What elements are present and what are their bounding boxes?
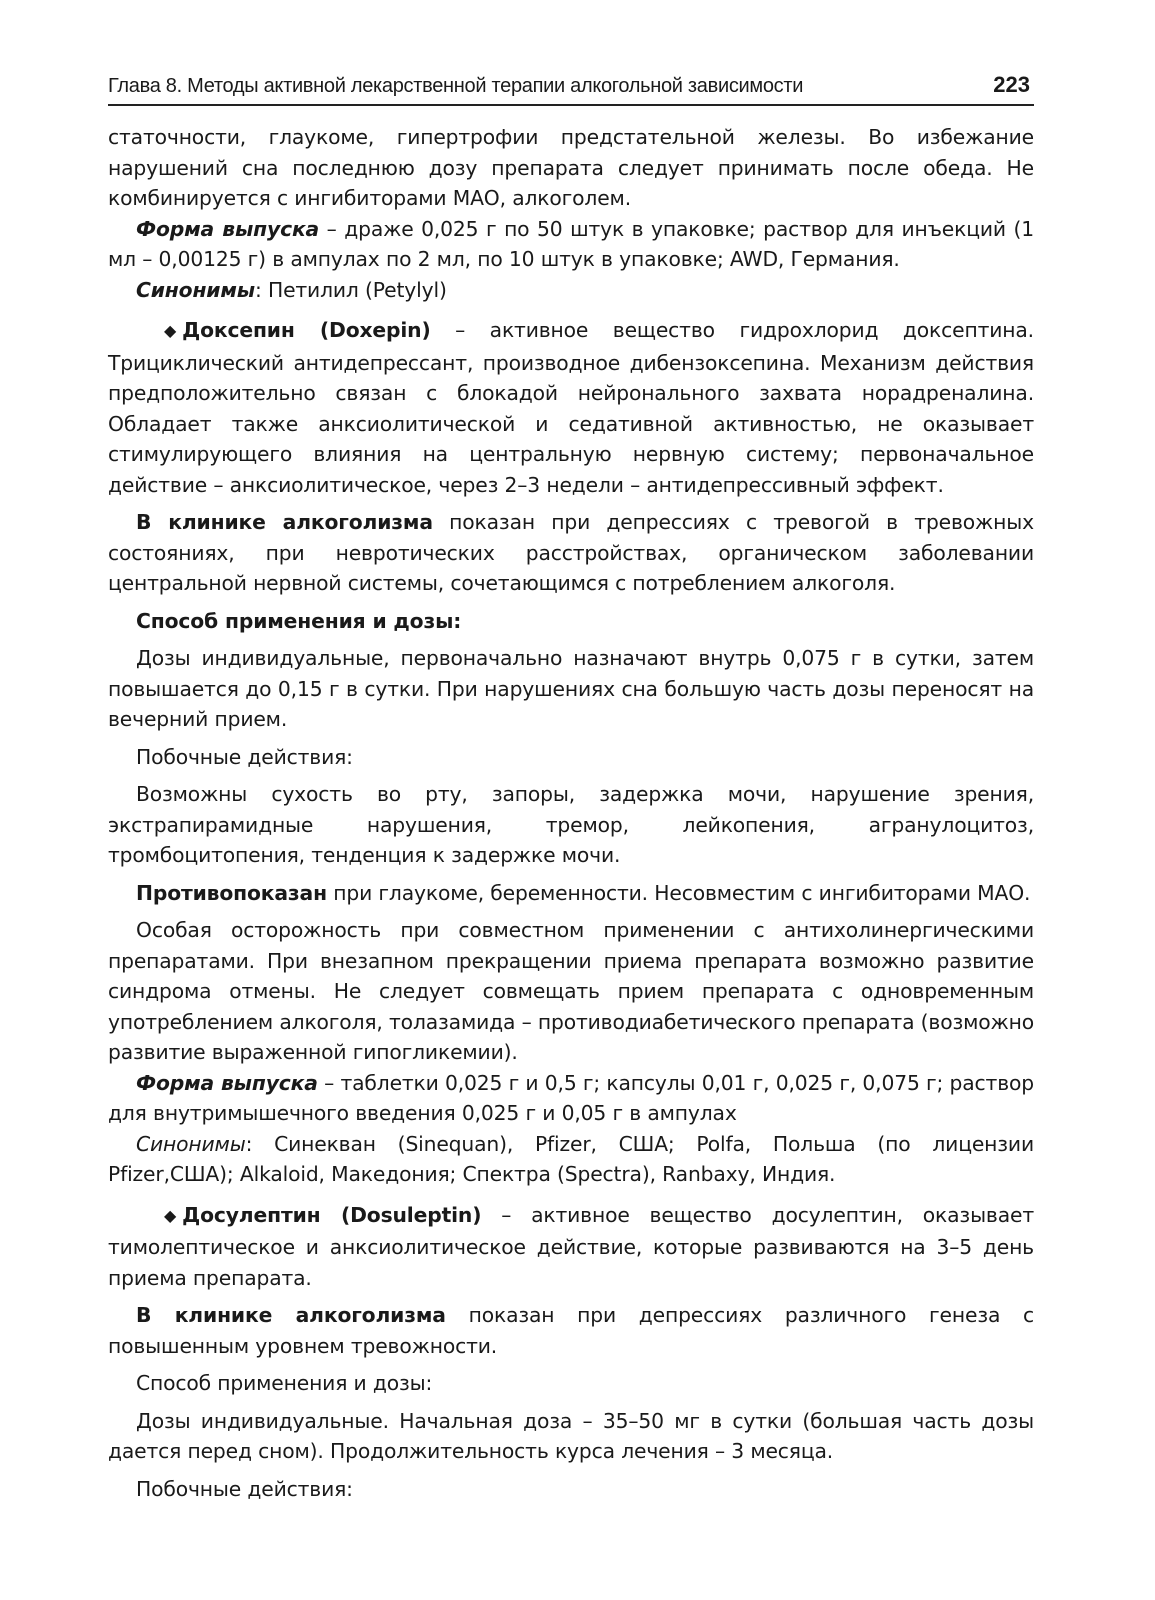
paragraph-side-effects: [108, 779, 1034, 871]
paragraph-dosage: [108, 1406, 1034, 1467]
paragraph-doxepin: [108, 315, 1034, 500]
clinical-use-label: В клинике алкоголизма: [136, 1303, 446, 1327]
paragraph-release-form: [108, 214, 1034, 275]
paragraph-dosage: [108, 643, 1034, 735]
paragraph-text: показан при депрессиях различного генеза с повышенным уровнем тревожности.: [108, 1303, 1034, 1358]
paragraph-release-form: [108, 1068, 1034, 1129]
clinical-use-label: В клинике алкоголизма: [136, 510, 433, 534]
paragraph-clinical-use: [108, 1300, 1034, 1361]
side-effects-heading: Побочные действия:: [136, 1476, 353, 1501]
chapter-title: Глава 8. Методы активной лекарственной терапии алкогольной зависимости: [108, 75, 804, 97]
paragraph-synonyms: [108, 1129, 1034, 1190]
paragraph-text: : Петилил (Petylyl): [254, 277, 447, 302]
paragraph-continuation: [108, 122, 1034, 214]
diamond-bullet-icon: ◆: [164, 321, 177, 340]
paragraph-text: показан при депрессиях с тревогой в тревожных состояниях, при невротических расстройствах, органическом заболевании центральной нервной системы, сочетающимся с потреблением алкоголя.: [108, 510, 1034, 595]
synonyms-label: Синонимы: [136, 277, 255, 302]
drug-name-dosulepin: Досулептин (Dosuleptin): [182, 1202, 482, 1227]
drug-name-doxepin: Доксепин (Doxepin): [182, 318, 431, 342]
paragraph-side-effects-heading: [108, 1474, 1034, 1505]
paragraph-text: – таблетки 0,025 г и 0,5 г; капсулы 0,01 г, 0,025 г, 0,075 г; раствор для внутримышечного введения 0,025 г и 0,05 г в ампулах: [108, 1070, 1034, 1125]
release-form-label: Форма выпуска: [136, 1070, 318, 1095]
paragraph-text: Возможны сухость во рту, запоры, задержка мочи, нарушение зрения, экстрапирамидные нарушения, тремор, лейкопения, агранулоцитоз, тромбоцитопения, тенденция к задержке мочи.: [108, 782, 1034, 867]
paragraph-text: статочности, глаукоме, гипертрофии предстательной железы. Во избежание нарушений сна последнюю дозу препарата следует принимать после обеда. Не комбинируется с ингибиторами МАО, алкоголем.: [108, 125, 1034, 210]
paragraph-text: при глаукоме, беременности. Несовместим с ингибиторами МАО.: [326, 880, 1031, 905]
book-page: [108, 62, 1034, 1504]
synonyms-label: Синонимы: [136, 1131, 246, 1156]
page-number: 223: [993, 72, 1030, 97]
paragraph-text: Особая осторожность при совместном применении с антихолинергическими препаратами. При внезапном прекращении приема препарата возможно развитие синдрома отмены. Не следует совмещать прием препарата с одновременным употреблением алкоголя, толазамида – противодиабетического препарата (возможно развитие выраженной гипогликемии).: [108, 918, 1035, 1064]
dosage-heading: Способ применения и дозы:: [136, 1371, 433, 1395]
paragraph-text: – активное вещество гидрохлорид доксептина. Трициклический антидепрессант, производное дибензоксепина. Механизм действия предположительно связан с блокадой нейронального захвата норадреналина. Обладает также анксиолитической и седативной активностью, не оказывает стимулирующего влияния на центральную нервную систему; первоначальное действие – анксиолитическое, через 2–3 недели – антидепрессивный эффект.: [108, 318, 1034, 497]
side-effects-heading: Побочные действия:: [136, 744, 353, 769]
paragraph-side-effects-heading: [108, 742, 1034, 773]
paragraph-dosulepin: [108, 1200, 1034, 1294]
page-body: [108, 122, 1034, 1504]
paragraph-caution: [108, 915, 1034, 1068]
paragraph-clinical-use: [108, 507, 1034, 599]
paragraph-text: Дозы индивидуальные. Начальная доза – 35–50 мг в сутки (большая часть дозы дается перед сном). Продолжительность курса лечения – 3 месяца.: [108, 1408, 1034, 1463]
dosage-heading: Способ применения и дозы:: [136, 608, 462, 633]
running-header: [108, 62, 1034, 106]
diamond-bullet-icon: ◆: [164, 1205, 177, 1225]
release-form-label: Форма выпуска: [136, 216, 320, 241]
paragraph-dosage-heading: [108, 606, 1034, 637]
paragraph-text: – активное вещество досулептин, оказывает тимолептическое и анксиолитическое действие, которые развиваются на 3–5 день приема препарата.: [108, 1202, 1034, 1290]
paragraph-text: Дозы индивидуальные, первоначально назначают внутрь 0,075 г в сутки, затем повышается до 0,15 г в сутки. При нарушениях сна большую часть дозы переносят на вечерний прием.: [108, 646, 1034, 731]
paragraph-text: – драже 0,025 г по 50 штук в упаковке; раствор для инъекций (1 мл – 0,00125 г) в ампулах по 2 мл, по 10 штук в упаковке; AWD, Германия.: [108, 216, 1034, 271]
contraindicated-label: Противопоказан: [136, 880, 327, 905]
paragraph-contraindications: [108, 878, 1034, 909]
paragraph-synonyms: [108, 275, 1034, 306]
paragraph-text: : Синекван (Sinequan), Pfizer, США; Polfa, Польша (по лицензии Pfizer,США); Alkaloid, Македония; Спектра (Spectra), Ranbaxy, Индия.: [108, 1131, 1034, 1186]
paragraph-dosage-heading: [108, 1368, 1034, 1399]
